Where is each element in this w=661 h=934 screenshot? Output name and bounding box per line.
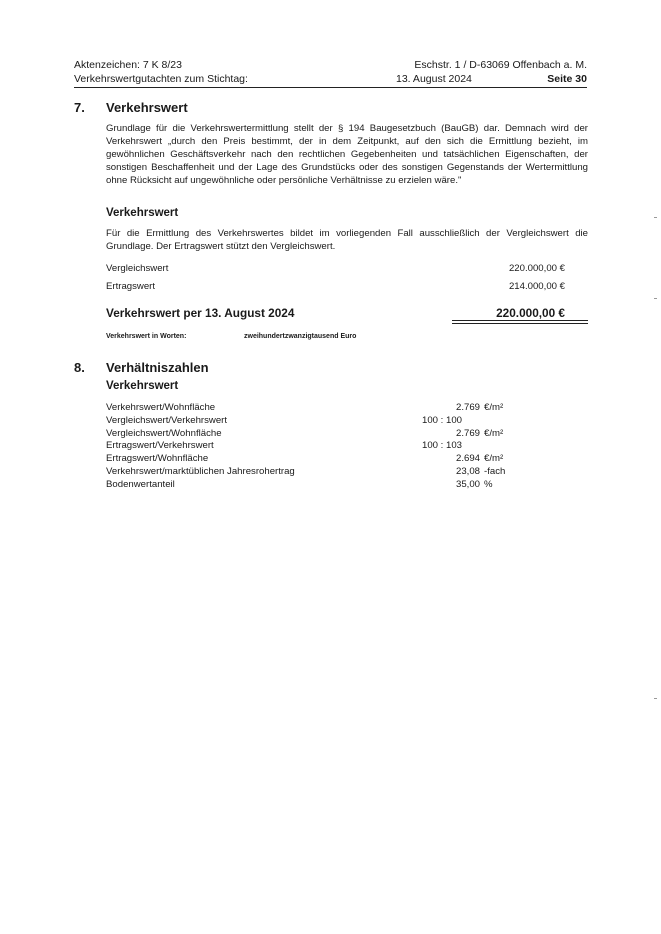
ratio-value: 35,00 (455, 478, 480, 490)
section-7-basis-text: Für die Ermittlung des Verkehrswertes bildet im vorliegenden Fall ausschließlich der Vergleichswert die Grundlage. Der Ertragswert stützt den Vergleichswert. (106, 228, 588, 252)
ratio-row (106, 466, 536, 479)
ratio-value: 2.769 (455, 427, 480, 439)
ratio-label: Ertragswert/Verkehrswert (106, 440, 214, 452)
section-7-title: Verkehrswert (106, 100, 188, 115)
section-7-number: 7. (74, 100, 85, 115)
report-date: 13. August 2024 (396, 73, 472, 85)
comparison-value-label: Vergleichswert (106, 263, 169, 274)
income-value-label: Ertragswert (106, 281, 156, 292)
ratio-value: 100 : 100 (422, 414, 463, 426)
total-underline-1 (452, 320, 588, 321)
ratio-unit: % (484, 478, 493, 490)
ratio-value: 2.694 (455, 453, 480, 465)
section-7-intro: Grundlage für die Verkehrswertermittlung stellt der § 194 Baugesetzbuch (BauGB) dar. Demnach wird der Verkehrswert „durch den Preis bestimmt, der in dem Zeitpunkt, auf den sich die Ermittlung bezieht, im gewöhnlichen Geschäftsverkehr nach den rechtlichen Gegebenheiten und tatsächlichen Eigenschaften, der sonstigen Beschaffenheit und der Lage des Grundstücks oder des sonstigen Gegenstands der Wertermittlung ohne Rücksicht auf ungewöhnliche oder persönliche Verhältnisse zu erzielen wäre." (106, 123, 588, 186)
value-in-words: zweihundertzwanzigtausend Euro (244, 333, 357, 340)
document-title: Verkehrswertgutachten zum Stichtag: (74, 73, 248, 85)
ratio-value: 23,08 (455, 465, 480, 477)
income-value: 214.000,00 € (508, 281, 565, 292)
header-rule (74, 87, 587, 88)
ratio-row (106, 440, 536, 453)
ratio-row (106, 453, 536, 466)
ratio-row (106, 415, 536, 428)
market-value-total: 220.000,00 € (496, 306, 565, 320)
section-7-subtitle: Verkehrswert (106, 207, 179, 219)
section-8-title: Verhältniszahlen (106, 360, 209, 375)
ratio-row (106, 428, 536, 441)
ratio-label: Bodenwertanteil (106, 478, 175, 490)
ratio-value: 100 : 103 (422, 440, 463, 452)
ratio-label: Ertragswert/Wohnfläche (106, 453, 209, 465)
ratio-value: 2.769 (455, 402, 480, 413)
address: Eschstr. 1 / D-63069 Offenbach a. M. (414, 59, 587, 71)
ratio-table (106, 402, 536, 492)
file-reference: Aktenzeichen: 7 K 8/23 (74, 59, 182, 71)
ratio-row (106, 402, 536, 415)
scan-mark (654, 298, 657, 299)
scan-mark (654, 217, 657, 218)
page-number: Seite 30 (547, 73, 587, 85)
ratio-row (106, 479, 536, 492)
section-8-subtitle: Verkehrswert (106, 380, 179, 392)
scan-mark (654, 698, 657, 699)
section-8-number: 8. (74, 360, 85, 375)
value-in-words-label: Verkehrswert in Worten: (106, 333, 187, 340)
ratio-unit: €/m² (484, 453, 504, 465)
ratio-label: Verkehrswert/marktüblichen Jahresrohertrag (106, 465, 295, 477)
ratio-unit: €/m² (484, 402, 504, 413)
ratio-unit: €/m² (484, 427, 504, 439)
ratio-label: Vergleichswert/Wohnfläche (106, 427, 222, 439)
market-value-total-label: Verkehrswert per 13. August 2024 (106, 306, 295, 320)
ratio-label: Vergleichswert/Verkehrswert (106, 414, 228, 426)
comparison-value: 220.000,00 € (508, 263, 565, 274)
ratio-unit: -fach (484, 465, 506, 477)
total-underline-2 (452, 323, 588, 324)
ratio-label: Verkehrswert/Wohnfläche (106, 402, 216, 413)
